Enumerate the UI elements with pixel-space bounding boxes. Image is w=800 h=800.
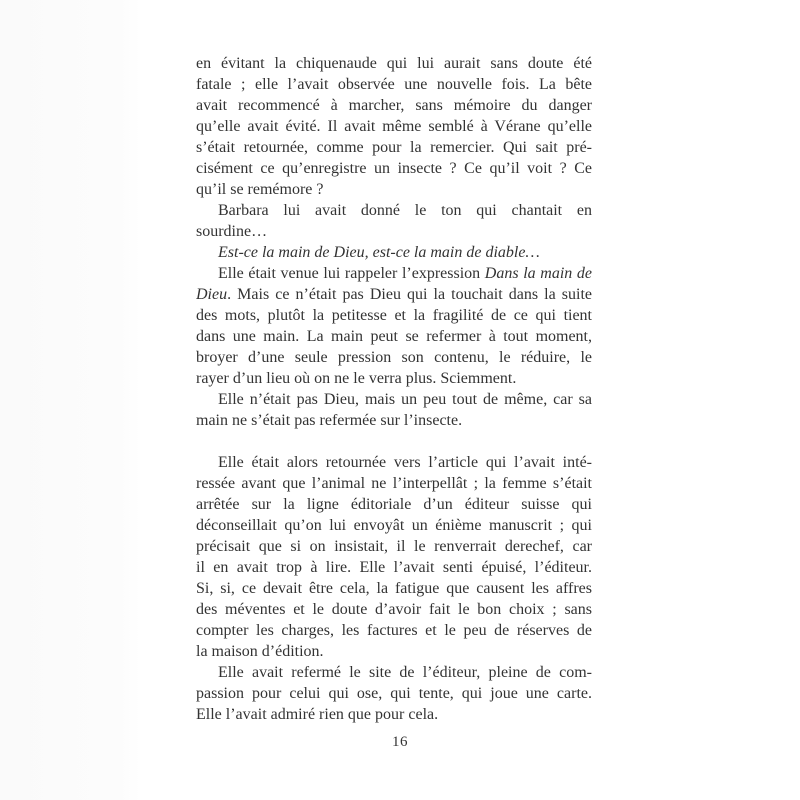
italic-text-segment: Dans la main de bbox=[484, 265, 592, 282]
text-line bbox=[196, 578, 592, 599]
text-line bbox=[196, 641, 592, 662]
text-line bbox=[196, 137, 592, 158]
text-segment: il en avait trop à lire. Elle l’avait senti épuisé, l’éditeur. bbox=[196, 559, 592, 576]
paragraph bbox=[196, 263, 592, 389]
paragraph bbox=[196, 662, 592, 725]
text-line bbox=[196, 347, 592, 368]
text-segment: précisait que si on insistait, il le renverrait derechef, car bbox=[196, 538, 592, 555]
text-segment: Si, si, ce devait être cela, la fatigue que causent les affres bbox=[196, 580, 592, 597]
paragraph bbox=[196, 242, 592, 263]
text-line bbox=[196, 599, 592, 620]
text-segment: main ne s’était pas refermée sur l’insecte. bbox=[196, 412, 463, 429]
text-segment: Elle était venue lui rappeler l’expression bbox=[218, 265, 485, 282]
text-line bbox=[196, 389, 592, 410]
text-segment: des mots, plutôt la petitesse et la fragilité de ce qui tient bbox=[196, 307, 592, 324]
text-line bbox=[196, 74, 592, 95]
text-segment: Elle était alors retournée vers l’article qui l’avait inté- bbox=[218, 454, 592, 471]
text-segment: passion pour celui qui ose, qui tente, qui joue une carte. bbox=[196, 685, 592, 702]
text-line bbox=[196, 494, 592, 515]
paragraph bbox=[196, 389, 592, 431]
text-segment: rayer d’un lieu où on ne le verra plus. Sciemment. bbox=[196, 370, 517, 387]
text-line bbox=[196, 158, 592, 179]
text-segment: Barbara lui avait donné le ton qui chantait en bbox=[218, 202, 592, 219]
text-line bbox=[196, 704, 592, 725]
text-line bbox=[196, 263, 592, 284]
text-line bbox=[196, 95, 592, 116]
paragraph bbox=[196, 53, 592, 200]
text-segment: en évitant la chiquenaude qui lui aurait sans doute été bbox=[196, 55, 592, 72]
text-line bbox=[196, 368, 592, 389]
page-text-block bbox=[196, 53, 592, 725]
paragraph bbox=[196, 200, 592, 242]
text-segment: Elle avait refermé le site de l’éditeur, pleine de com- bbox=[218, 664, 592, 681]
text-segment: broyer d’une seule pression son contenu, le réduire, le bbox=[196, 349, 592, 366]
text-segment: dans une main. La main peut se refermer à tout moment, bbox=[196, 328, 592, 345]
text-segment: compter les charges, les factures et le peu de réserves de bbox=[196, 622, 592, 639]
text-segment: qu’il se remémore ? bbox=[196, 181, 324, 198]
text-segment: des méventes et le doute d’avoir fait le bon choix ; sans bbox=[196, 601, 592, 618]
text-segment: s’était retournée, comme pour la remercier. Qui sait pré- bbox=[196, 139, 592, 156]
text-line bbox=[196, 683, 592, 704]
text-line bbox=[196, 53, 592, 74]
text-line bbox=[196, 557, 592, 578]
text-line bbox=[196, 116, 592, 137]
text-segment: ressée avant que l’animal ne l’interpellât ; la femme s’était bbox=[196, 475, 592, 492]
italic-text-segment: Est-ce la main de Dieu, est-ce la main de diable… bbox=[218, 244, 540, 261]
text-segment: fatale ; elle l’avait observée une nouvelle fois. La bête bbox=[196, 76, 592, 93]
text-segment: qu’elle avait évité. Il avait même semblé à Vérane qu’elle bbox=[196, 118, 592, 135]
text-line bbox=[196, 662, 592, 683]
text-line bbox=[196, 410, 592, 431]
italic-text-segment: Dieu bbox=[196, 286, 228, 303]
text-segment: arrêtée sur la ligne éditoriale d’un éditeur suisse qui bbox=[196, 496, 592, 513]
text-line bbox=[196, 242, 592, 263]
text-line bbox=[196, 326, 592, 347]
text-line bbox=[196, 620, 592, 641]
text-line bbox=[196, 536, 592, 557]
text-segment: . Mais ce n’était pas Dieu qui la touchait dans la suite bbox=[227, 286, 592, 303]
text-segment: Elle n’était pas Dieu, mais un peu tout de même, car sa bbox=[218, 391, 592, 408]
text-segment: Elle l’avait admiré rien que pour cela. bbox=[196, 706, 439, 723]
text-line bbox=[196, 200, 592, 221]
text-segment: la maison d’édition. bbox=[196, 643, 324, 660]
text-line bbox=[196, 473, 592, 494]
text-segment: cisément ce qu’enregistre un insecte ? Ce qu’il voit ? Ce bbox=[196, 160, 592, 177]
text-line bbox=[196, 515, 592, 536]
page-number: 16 bbox=[392, 734, 408, 750]
text-segment: sourdine… bbox=[196, 223, 268, 240]
text-line bbox=[196, 452, 592, 473]
text-segment: avait recommencé à marcher, sans mémoire du danger bbox=[196, 97, 592, 114]
text-segment: déconseillait qu’on lui envoyât un énième manuscrit ; qui bbox=[196, 517, 592, 534]
paragraph bbox=[196, 452, 592, 662]
text-line bbox=[196, 179, 592, 200]
text-line bbox=[196, 305, 592, 326]
text-line bbox=[196, 284, 592, 305]
text-line bbox=[196, 221, 592, 242]
